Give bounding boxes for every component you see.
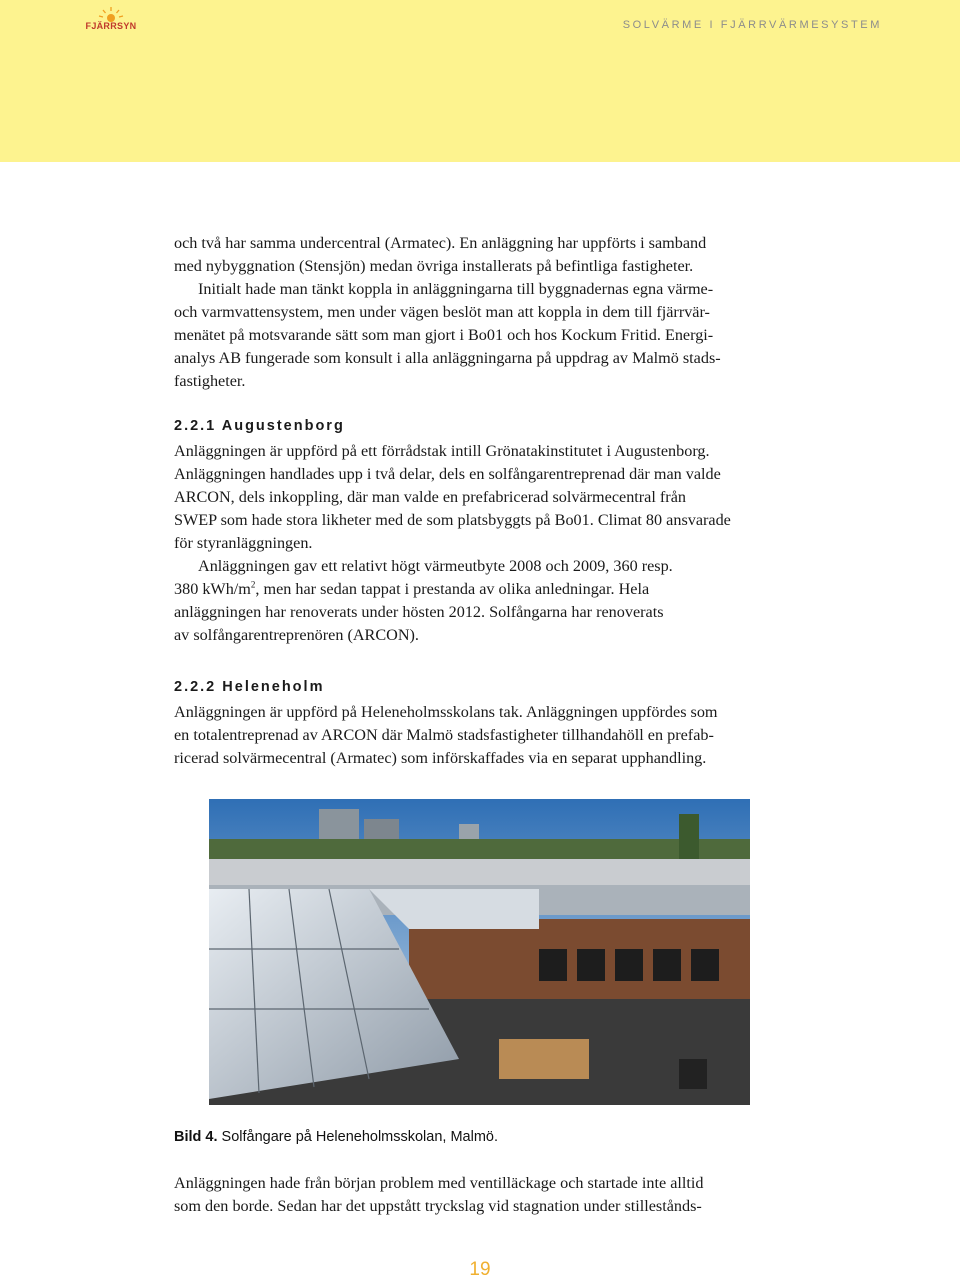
text-line: för styranläggningen. xyxy=(174,534,313,552)
caption-label: Bild 4. xyxy=(174,1129,218,1145)
sun-icon xyxy=(84,6,138,22)
heleneholm-paragraph xyxy=(174,701,794,770)
text-line: fastigheter. xyxy=(174,372,246,390)
section-heading-heleneholm: 2.2.2 Heleneholm xyxy=(174,679,325,695)
running-title: SOLVÄRME I FJÄRRVÄRMESYSTEM xyxy=(622,19,882,31)
text-line: menätet på motsvarande sätt som man gjort i Bo01 och hos Kockum Fritid. Energi- xyxy=(174,326,714,344)
text-line: och två har samma undercentral (Armatec). En anläggning har uppförts i samband xyxy=(174,234,707,252)
intro-paragraph-2 xyxy=(174,278,794,393)
text-line: som den borde. Sedan har det uppstått tryckslag vid stagnation under stillestånds- xyxy=(174,1197,702,1215)
text-line: analys AB fungerade som konsult i alla anläggningarna på uppdrag av Malmö stads- xyxy=(174,349,721,367)
text-line: Anläggningen är uppförd på ett förrådstak intill Grönatakinstitutet i Augustenborg. xyxy=(174,442,710,460)
text-line: Anläggningen gav ett relativt högt värmeutbyte 2008 och 2009, 360 resp. xyxy=(198,557,673,575)
header-band xyxy=(0,0,960,162)
text-line: Initialt hade man tänkt koppla in anläggningarna till byggnadernas egna värme- xyxy=(198,280,714,298)
page-number: 19 xyxy=(469,1259,491,1280)
text-line: SWEP som hade stora likheter med de som platsbyggts på Bo01. Climat 80 ansvarade xyxy=(174,511,731,529)
intro-paragraph-1 xyxy=(174,232,794,278)
continuation-text xyxy=(174,1172,794,1218)
rooftop-solar-photo xyxy=(209,799,750,1105)
text-line: anläggningen har renoverats under hösten 2012. Solfångarna har renoverats xyxy=(174,603,664,621)
text-line: Anläggningen hade från början problem med ventilläckage och startade inte alltid xyxy=(174,1174,704,1192)
augustenborg-paragraph-1 xyxy=(174,440,794,555)
fjarrsyn-logo xyxy=(84,6,138,36)
text-line xyxy=(174,580,649,598)
continuation-paragraph xyxy=(174,1172,794,1218)
main-text xyxy=(174,232,794,770)
caption-text: Solfångare på Heleneholmsskolan, Malmö. xyxy=(221,1129,499,1145)
text-fragment: , men har sedan tappat i prestanda av olika anledningar. Hela xyxy=(255,580,650,598)
augustenborg-paragraph-2 xyxy=(174,555,794,647)
text-line: och varmvattensystem, men under vägen beslöt man att koppla in dem till fjärrvär- xyxy=(174,303,710,321)
solar-collectors-illustration xyxy=(209,799,750,1105)
text-line: en totalentreprenad av ARCON där Malmö stadsfastigheter tillhandahöll en prefab- xyxy=(174,726,714,744)
section-heading-augustenborg: 2.2.1 Augustenborg xyxy=(174,418,345,434)
text-line: Anläggningen handlades upp i två delar, dels en solfångarentreprenad där man valde xyxy=(174,465,721,483)
logo-wordmark: FJÄRRSYN xyxy=(85,21,137,31)
text-line: ricerad solvärmecentral (Armatec) som införskaffades via en separat upphandling. xyxy=(174,749,707,767)
superscript: 2 xyxy=(250,579,256,590)
text-line: ARCON, dels inkoppling, där man valde en prefabricerad solvärmecentral från xyxy=(174,488,686,506)
text-fragment: 380 kWh/m xyxy=(174,580,251,598)
text-line: med nybyggnation (Stensjön) medan övriga installerats på befintliga fastigheter. xyxy=(174,257,694,275)
text-line: av solfångarentreprenören (ARCON). xyxy=(174,626,419,644)
figure-caption xyxy=(174,1129,498,1145)
text-line: Anläggningen är uppförd på Heleneholmsskolans tak. Anläggningen uppfördes som xyxy=(174,703,718,721)
